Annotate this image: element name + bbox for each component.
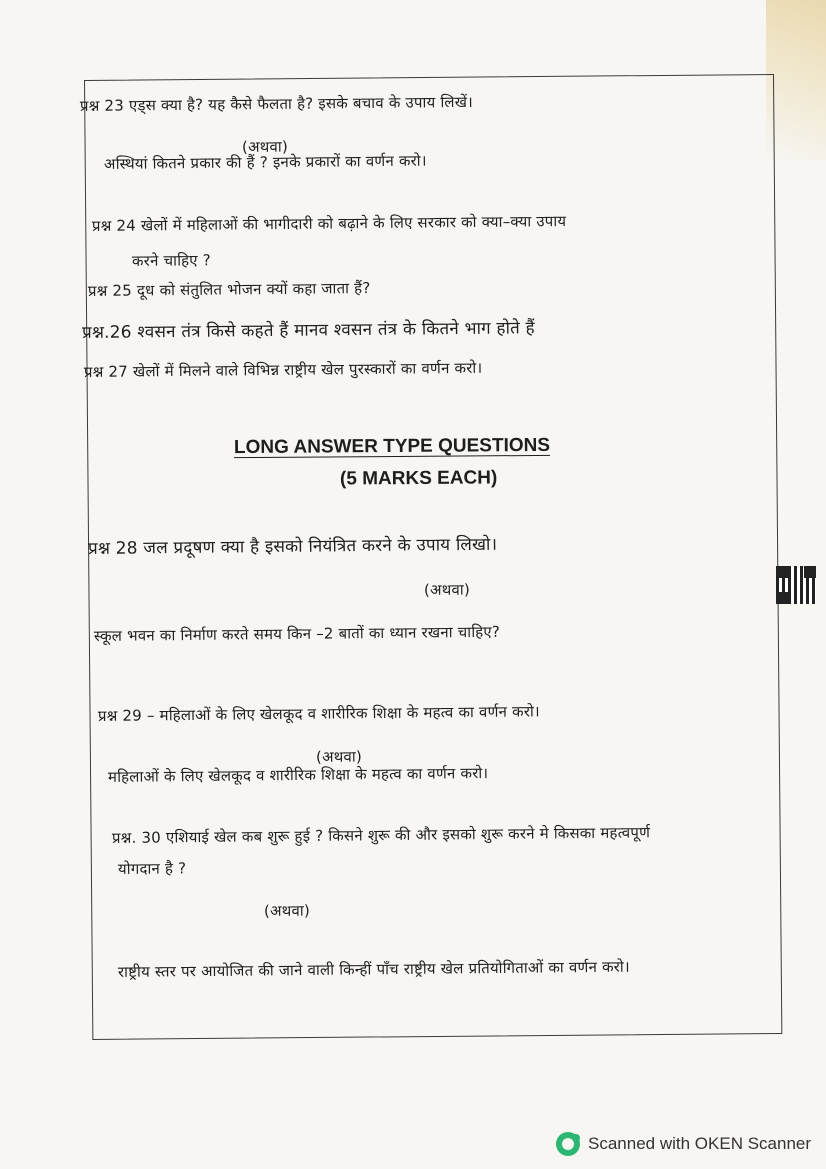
question-27: प्रश्न 27 खेलों में मिलने वाले विभिन्न राष्ट्रीय खेल पुरस्कारों का वर्णन करो। bbox=[83, 358, 483, 381]
question-23-alternate: अस्थियां कितने प्रकार की हैं ? इनके प्रकारों का वर्णन करो। bbox=[103, 151, 427, 173]
question-24-line-2: करने चाहिए ? bbox=[131, 251, 211, 270]
question-30-or: (अथवा) bbox=[263, 901, 311, 920]
question-30-alternate: राष्ट्रीय स्तर पर आयोजित की जाने वाली किन्हीं पाँच राष्ट्रीय खेल प्रतियोगिताओं का वर्णन करो। bbox=[117, 957, 630, 981]
question-24-line-1: प्रश्न 24 खेलों में महिलाओं की भागीदारी को बढ़ाने के लिए सरकार को क्या–क्या उपाय bbox=[91, 212, 567, 235]
scanner-watermark bbox=[556, 1131, 811, 1157]
question-28: प्रश्न 28 जल प्रदूषण क्या है इसको नियंत्रित करने के उपाय लिखो। bbox=[87, 534, 498, 559]
marks-subheading: (5 MARKS EACH) bbox=[339, 467, 498, 490]
question-23-or: (अथवा) bbox=[241, 137, 289, 156]
question-26: प्रश्न.26 श्वसन तंत्र किसे कहते हैं मानव श्वसन तंत्र के कितने भाग होते हैं bbox=[81, 318, 535, 343]
scanner-watermark-label: Scanned with OKEN Scanner bbox=[588, 1134, 812, 1153]
question-29: प्रश्न 29 – महिलाओं के लिए खेलकूद व शारीरिक शिक्षा के महत्व का वर्णन करो। bbox=[97, 702, 540, 725]
question-25: प्रश्न 25 दूध को संतुलित भोजन क्यों कहा जाता हैं? bbox=[87, 279, 371, 300]
qr-code-icon bbox=[776, 566, 816, 604]
question-28-or: (अथवा) bbox=[423, 580, 471, 599]
page-corner-shadow bbox=[766, 0, 826, 160]
question-29-alternate: महिलाओं के लिए खेलकूद व शारीरिक शिक्षा के महत्व का वर्णन करो। bbox=[107, 764, 489, 786]
question-30-line-2: योगदान है ? bbox=[117, 859, 187, 878]
long-answer-heading: LONG ANSWER TYPE QUESTIONS bbox=[233, 434, 551, 459]
question-23: प्रश्न 23 एड्स क्या है? यह कैसे फैलता है? इसके बचाव के उपाय लिखें। bbox=[79, 92, 474, 115]
question-30-line-1: प्रश्न. 30 एशियाई खेल कब शुरू हुई ? किसने शुरू की और इसको शुरू करने मे किसका महत्वपूर्ण bbox=[111, 823, 651, 847]
oken-scanner-logo-icon bbox=[556, 1132, 580, 1156]
question-29-or: (अथवा) bbox=[315, 747, 363, 766]
question-28-alternate: स्कूल भवन का निर्माण करते समय किन –2 बातों का ध्यान रखना चाहिए? bbox=[93, 622, 501, 645]
